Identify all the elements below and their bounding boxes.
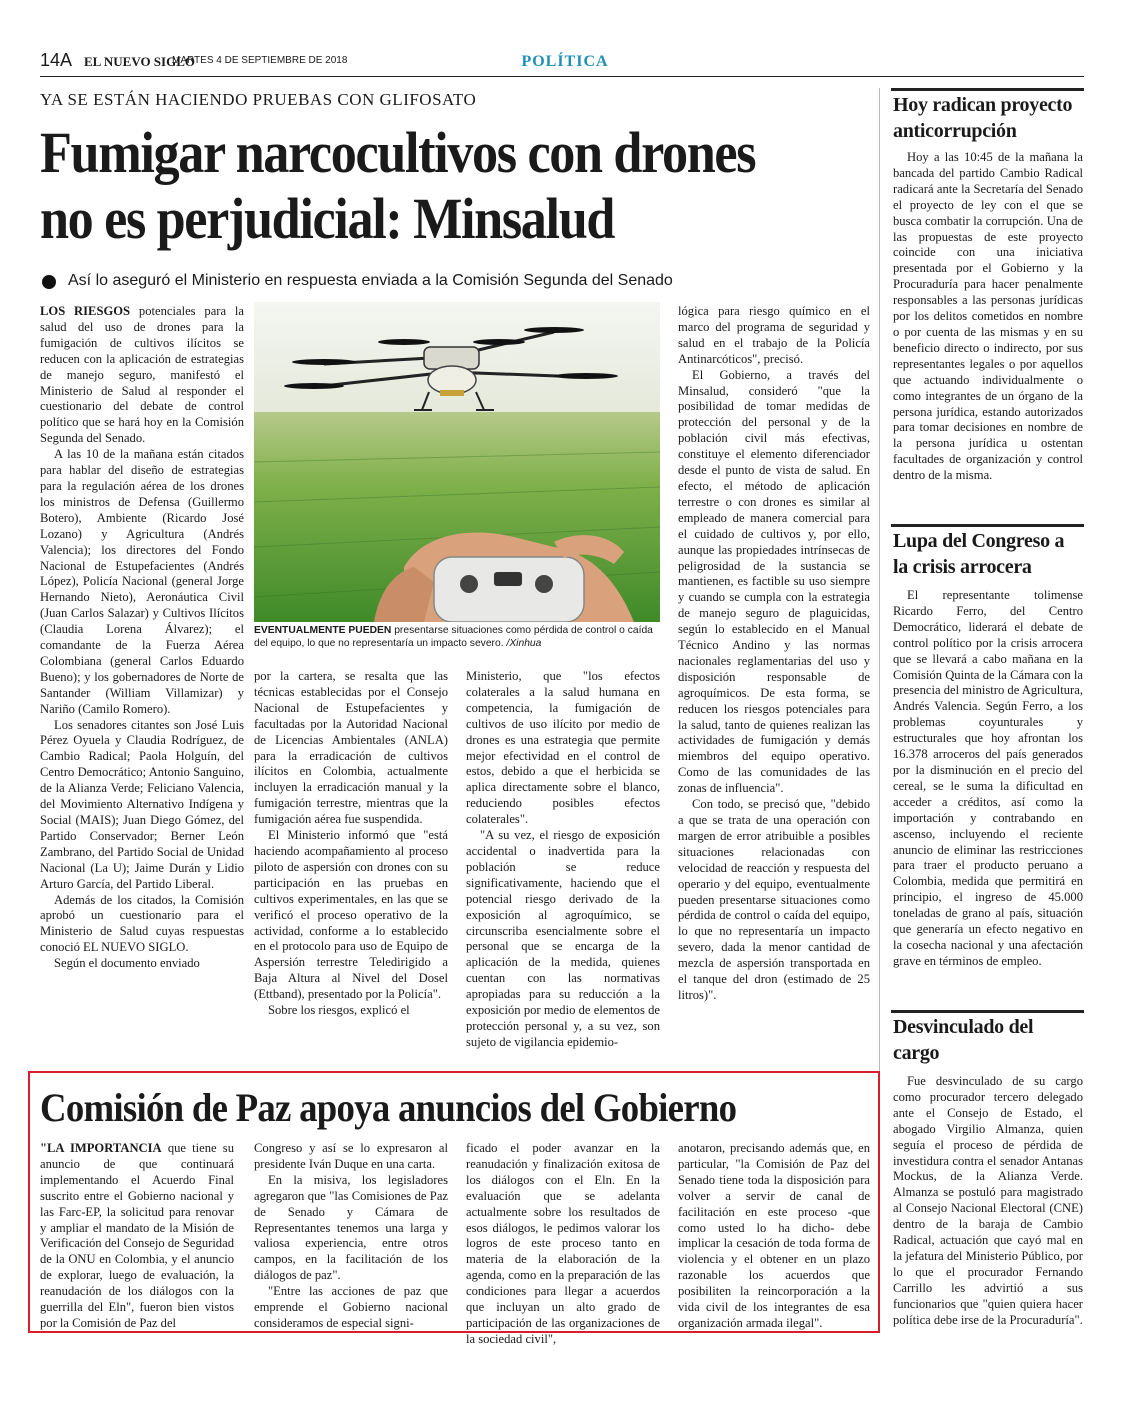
box-article-column-1 — [40, 1141, 234, 1332]
caption-text: presentarse situaciones como pérdida de control o caída del equipo, lo que no representaría un impacto severo. — [254, 625, 653, 649]
publication-date: MARTES 4 DE SEPTIEMBRE DE 2018 — [172, 55, 348, 66]
paragraph: Sobre los riesgos, explicó el — [268, 1003, 410, 1018]
box-article-column-4 — [678, 1141, 870, 1332]
subheadline: Así lo aseguró el Ministerio en respuesta enviada a la Comisión Segunda del Senado — [68, 272, 673, 289]
paragraph: Fue desvinculado de su cargo como procurador tercero delegado ante el Consejo de Estado, el abogado Virgilio Almanza, quien seguía el proceso de pérdida de investidura contra el senador Antanas Mockus, de la Alianza Verde. Almanza se postuló para magistrado al Consejo Nacional Electoral (CNE) dentro de la baraja de Cambio Radical, actuación que cayó mal en la jefatura del Ministerio Público, por lo que el procurador Fernando Carrillo les advirtió a sus funcionarios que "quien quiera hacer política debe irse de la Procuraduría". — [893, 1074, 1083, 1327]
sidebar-rule — [891, 1010, 1084, 1013]
paragraph: Los senadores citantes son José Luis Pérez Oyuela y Claudia Rodríguez, de Cambio Radical; Paola Holguín, del Centro Democrático; Antonio Sanguino, de la Alianza Verde; Feliciano Valencia, del Movimiento Alternativo Indígena y Social (MAIS); Juan Diego Gómez, del Partido Conservador; Berner León Zambrano, del Partido Social de Unidad Nacional (La U); Jaime Durán y Lidio Arturo García, del Partido Liberal. — [40, 717, 244, 891]
page-number: 14A — [40, 50, 73, 70]
paragraph: Hoy a las 10:45 de la mañana la bancada del partido Cambio Radical radicará ante la Secretaría del Senado el proyecto de ley con el que se busca combatir la corrupción. Una de las propuestas de este proyecto coincide con una iniciativa presentada por el Gobierno y la Procuraduría para hacer penalmente responsables a las personas jurídicas por los delitos cometidos en nombre o por cuenta de las mismas y en su beneficio directo o indirecto, por sus representantes legales o por aquellos que actuando individualmente o como integrantes de un órgano de la persona jurídica, estando autorizados para tomar decisiones en nombre de la persona jurídica u ostentan facultades de organización y control dentro de la misma. — [893, 150, 1083, 483]
box-article-column-2 — [254, 1141, 448, 1332]
main-headline: Fumigar narcocultivos con drones no es perjudicial: Minsalud — [40, 120, 756, 251]
section-name: POLÍTICA — [521, 53, 609, 70]
drone-photo — [254, 302, 660, 622]
lead-word: LOS RIESGOS — [40, 304, 131, 318]
box-article-column-3 — [466, 1141, 660, 1348]
paragraph: ficado el poder avanzar en la reanudación y finalización exitosa de los diálogos con el Eln. En la evaluación que se adelanta actualmente sobre los resultados de esos diálogos, le pedimos valorar los logros de este proceso tanto en materia de la elaboración de la agenda, como en la preparación de las condiciones para llegar a acuerdos que incluyan un alto grado de participación de las organizaciones de la sociedad civil", — [466, 1141, 660, 1346]
paragraph: anotaron, precisando además que, en particular, "la Comisión de Paz del Senado tiene toda la disposición para volver a servir de canal de facilitación en este proceso -que como usted lo ha dicho- debe implicar la cesación de toda forma de violencia y el obtener en un plazo razonable los acuerdos que posibiliten la reincorporación a la vida civil de los integrantes de esa organización armada ilegal". — [678, 1141, 870, 1330]
paragraph: Según el documento enviado — [54, 956, 200, 971]
paragraph: El Gobierno, a través del Minsalud, consideró "que la posibilidad de tomar medidas de protección del personal y de la población civil más efectivas, constituye el elemento diferenciador desde el punto de vista de salud. En efecto, el método de aplicación terrestre o con drones es similar al empleado de manera comercial para el cuidado de cultivos y, por ello, aunque las propiedades intrínsecas de peligrosidad de la sustancia se mantienen, es factible su uso siempre y cuando se cumpla con la estrategia de manejo seguro de plaguicidas, según lo establecido en el Manual Técnico Andino y las normas nacionales reglamentarias del uso y disposición responsable de agroquímicos. De esta forma, se reducen los riesgos potenciales para la salud, tanto de quienes realizan las actividades de fumigación y demás miembros del equipo operativo. Como de las comunidades de las zonas de influencia". — [678, 367, 870, 796]
paragraph: potenciales para la salud del uso de drones para la fumigación de cultivos ilícitos se reducen con la aplicación de estrategias de manejo seguro, manifestó el Ministerio de Salud al responder el cuestionario del debate de control político que se hará hoy en la Comisión Segunda del Senado. — [40, 304, 245, 446]
paragraph: En la misiva, los legisladores agregaron que "las Comisiones de Paz de Senado y Cámara de Representantes tenemos una larga y valiosa experiencia, entre otros campos, en la facilitación de los diálogos de paz". — [254, 1172, 448, 1283]
sidebar-rule — [891, 524, 1084, 527]
sidebar-item-3-body — [893, 1074, 1083, 1329]
main-article-column-3 — [466, 669, 660, 1051]
paragraph: por la cartera, se resalta que las técnicas establecidas por el Consejo Nacional de Estupefacientes y facultadas por la Autoridad Nacional de Licencias Ambientales (ANLA) para la erradicación de cultivos ilícitos en Colombia, actualmente incluyen la erradicación manual y la fumigación terrestre, mientras que la fumigación aérea fue suspendida. — [254, 669, 448, 827]
main-article-column-4 — [678, 304, 870, 1004]
paragraph: El representante tolimense Ricardo Ferro, del Centro Democrático, liderará el debate de control político por la crisis arrocera que se llevará a cabo mañana en la Comisión Quinta de la Cámara con la presencia del ministro de Agricultura, Andrés Valencia. Según Ferro, a los problemas coyunturales y estructurales que hoy afrontan los 16.378 arroceros del país generados por la disminución en el precio del cereal, se le suma la dificultad en acceder a créditos, así como la importación y contrabando en ascenso, incluyendo el reciente anuncio de eliminar las restricciones para traer el producto peruano a Colombia, medida que permitirá en principio, el ingreso de 45.000 toneladas de grano al país, situación que generaría un efecto negativo en la cosecha nacional y una afectación grave en términos de empleo. — [893, 588, 1083, 968]
sidebar-item-2-title: Lupa del Congreso a la crisis arrocera — [893, 530, 1065, 578]
photo-caption — [254, 624, 660, 650]
paragraph: El Ministerio informó que "está haciendo acompañamiento al proceso piloto de aspersión con drones con su participación en las pruebas en cultivos experimentales, en las que se verificó el proceso operativo de la actividad, conforme a lo establecido en el protocolo para uso de Equipo de Aspersión terrestre Teledirigido a Baja Altura al Nivel del Dosel (Ettband), presentado por la Policía". — [254, 828, 448, 1002]
paragraph: lógica para riesgo químico en el marco del programa de seguridad y salud en el trabajo de la Policía Antinarcóticos", precisó. — [678, 304, 870, 366]
paragraph: Además de los citados, la Comisión aprobó un cuestionario para el Ministerio de Salud cuyas respuestas conoció EL NUEVO SIGLO. — [40, 892, 244, 955]
paragraph: A las 10 de la mañana están citados para hablar del diseño de estrategias para la regulación aérea de los drones los ministros de Defensa (Guillermo Botero), Ambiente (Ricardo José Lozano) y Agricultura (Andrés Valencia); los directores del Fondo Nacional de Estupefacientes (Andrés López), Policía Nacional (general Jorge Hernando Nieto), Aeronáutica Civil (Juan Carlos Salazar) y Cultivos Ilícitos (Claudia Lorena Álvarez); el comandante de la Fuerza Aérea Colombiana (general Carlos Eduardo Bueno); y los gobernadores de Norte de Santander (William Villamizar) y Nariño (Camilo Romero). — [40, 447, 244, 716]
box-headline: Comisión de Paz apoya anuncios del Gobierno — [40, 1085, 737, 1130]
sidebar-rule — [891, 88, 1084, 91]
lead-word: "LA IMPORTANCIA — [40, 1141, 162, 1155]
paragraph: "A su vez, el riesgo de exposición accidental o inadvertida para la población se reduce significativamente, haciendo que el potencial riesgo derivado de la exposición al agroquímico, se circunscriba esencialmente sobre el personal que se encarga de la aplicación de la medida, quienes cuentan con las normativas apropiadas para su reducción a la exposición por medio de elementos de protección personal y, a su vez, son sujeto de vigilancia epidemio- — [466, 828, 660, 1049]
caption-lead: EVENTUALMENTE PUEDEN — [254, 625, 392, 636]
newspaper-name: EL NUEVO SIGLO — [84, 54, 195, 69]
paragraph: "Entre las acciones de paz que emprende el Gobierno nacional consideramos de especial signi- — [254, 1284, 448, 1330]
sidebar-item-2-body — [893, 588, 1083, 970]
main-article-column-2 — [254, 669, 448, 1019]
paragraph: Ministerio, que "los efectos colaterales a la salud humana en competencia, la fumigación de cultivos de uso ilícito por medio de drones es una estrategia que permite mejor efectividad en el control de estos, debido a que el herbicida se aplica directamente sobre el blanco, reduciendo posibles efectos colaterales". — [466, 669, 660, 827]
paragraph: Con todo, se precisó que, "debido a que se trata de una operación con margen de error atribuible a posibles situaciones relacionadas con velocidad de reacción y respuesta del operario y del equipo, eventualmente pueden presentarse situaciones como pérdida de control o caída del equipo, lo que no representaría un impacto severo, dada la menor cantidad de mezcla de aspersión transportada en el tanque del dron (estimado de 25 litros)". — [678, 797, 870, 1002]
drone-over-field-image — [254, 302, 660, 622]
paragraph: Congreso y así se lo expresaron al presidente Iván Duque en una carta. — [254, 1141, 448, 1171]
kicker: YA SE ESTÁN HACIENDO PRUEBAS CON GLIFOSATO — [40, 90, 477, 109]
paragraph: que tiene su anuncio de que continuará implementando el Acuerdo Final suscrito entre el Gobierno nacional y las Farc-EP, la solicitud para renovar y ampliar el mandato de la Misión de Verificación del Consejo de Seguridad de la ONU en Colombia, y el anuncio de explorar, luego de evaluación, la reanudación de los diálogos con la guerrilla del Eln", fueron bien vistos por la Comisión de Paz del — [40, 1141, 234, 1330]
sidebar-item-3-title: Desvinculado del cargo — [893, 1016, 1034, 1064]
photo-credit: /Xinhua — [506, 638, 542, 649]
bullet-icon — [42, 275, 56, 289]
main-article-column-1 — [40, 304, 244, 972]
sidebar-item-1-title: Hoy radican proyecto anticorrupción — [893, 94, 1073, 142]
sidebar-item-1-body — [893, 150, 1083, 484]
